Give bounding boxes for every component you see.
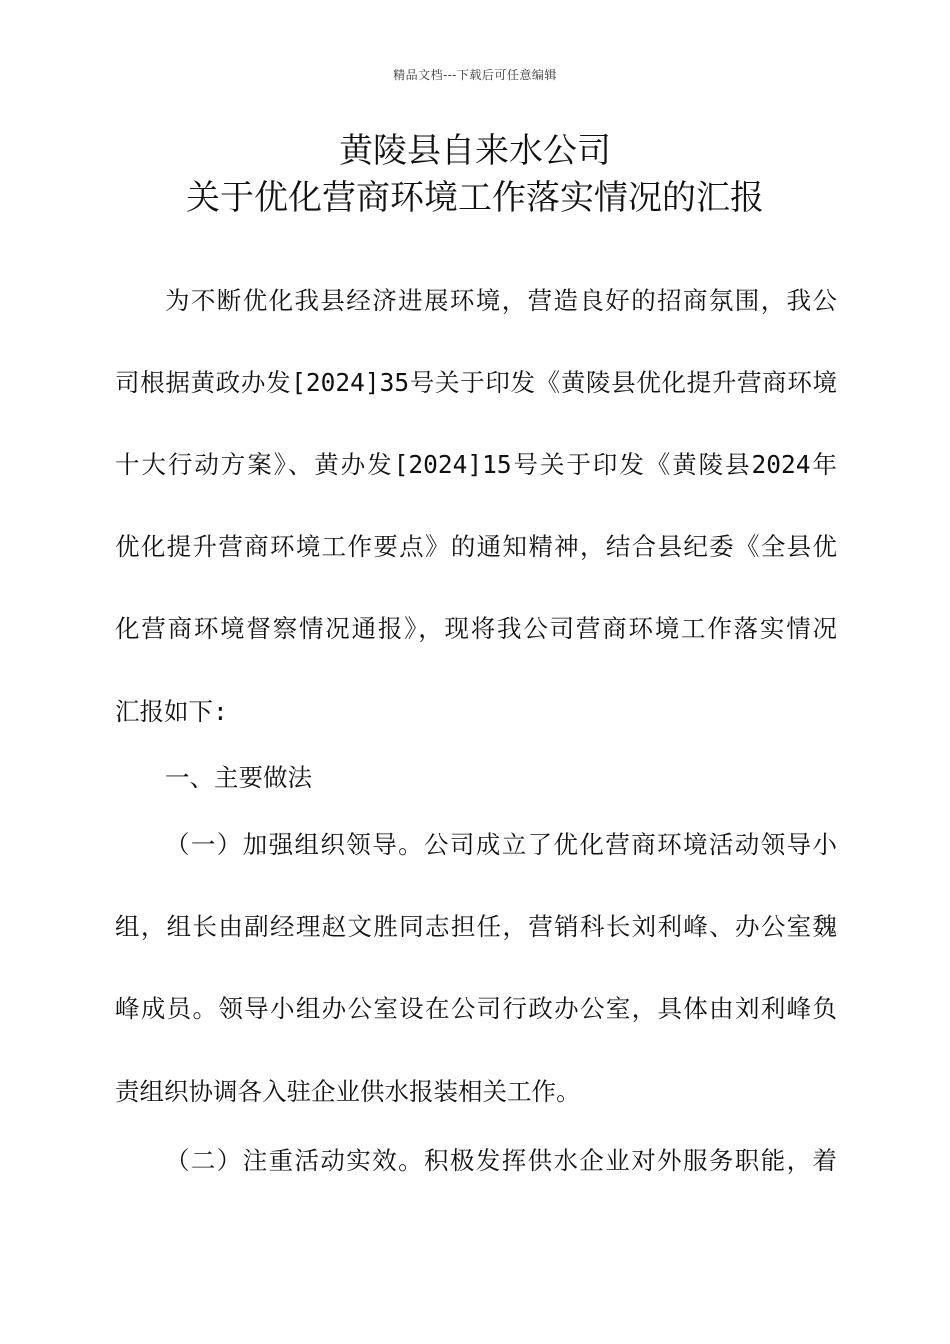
body-line: 优化提升营商环境工作要点》的通知精神，结合县纪委《全县优 [115, 532, 837, 561]
header-note: 精品文档---下载后可任意编辑 [393, 68, 557, 82]
body-line: 责组织协调各入驻企业供水报装相关工作。 [115, 1077, 581, 1106]
document-title-line-2: 关于优化营商环境工作落实情况的汇报 [186, 178, 764, 218]
body-line: 司根据黄政办发[2024]35号关于印发《黄陵县优化提升营商环境 [115, 368, 837, 397]
document-title-line-1: 黄陵县自来水公司 [339, 131, 611, 171]
section-heading: 一、主要做法 [165, 763, 312, 792]
body-line: 化营商环境督察情况通报》，现将我公司营商环境工作落实情况 [115, 614, 837, 643]
body-line: （二）注重活动实效。积极发挥供水企业对外服务职能，着 [165, 1146, 837, 1175]
body-line: 峰成员。领导小组办公室设在公司行政办公室，具体由刘利峰负 [115, 994, 837, 1023]
body-line: 汇报如下: [115, 697, 228, 726]
body-line: （一）加强组织领导。公司成立了优化营商环境活动领导小 [165, 830, 837, 859]
body-line: 十大行动方案》、黄办发[2024]15号关于印发《黄陵县2024年 [115, 450, 837, 479]
body-line: 为不断优化我县经济进展环境，营造良好的招商氛围，我公 [165, 286, 837, 315]
body-line: 组，组长由副经理赵文胜同志担任，营销科长刘利峰、办公室魏 [115, 912, 837, 941]
